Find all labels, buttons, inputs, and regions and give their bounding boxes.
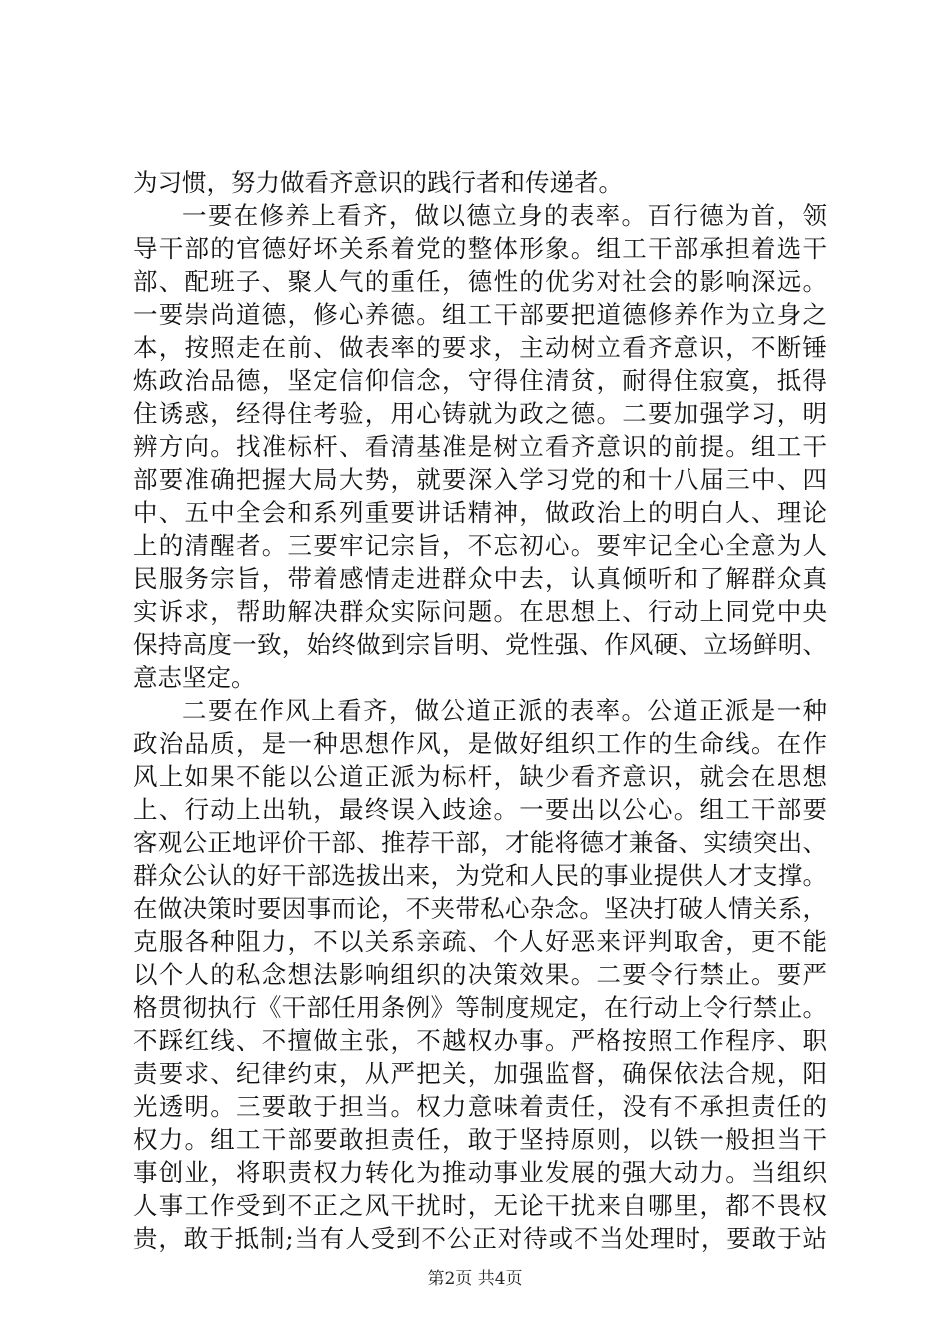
text-line: 部要准确把握大局大势，就要深入学习党的和十八届三中、四: [133, 465, 827, 494]
text-line: 上、行动上出轨，最终误入歧途。一要出以公心。组工干部要: [133, 795, 827, 824]
text-line: 实诉求，帮助解决群众实际问题。在思想上、行动上同党中央: [133, 597, 827, 626]
text-line: 导干部的官德好坏关系着党的整体形象。组工干部承担着选干: [133, 234, 827, 263]
text-line: 风上如果不能以公道正派为标杆，缺少看齐意识，就会在思想: [133, 762, 827, 791]
text-line: 保持高度一致，始终做到宗旨明、党性强、作风硬、立场鲜明、: [133, 630, 827, 659]
text-line: 在做决策时要因事而论，不夹带私心杂念。坚决打破人情关系，: [133, 894, 827, 923]
text-line: 住诱惑，经得住考验，用心铸就为政之德。二要加强学习，明: [133, 399, 827, 428]
text-line: 人事工作受到不正之风干扰时，无论干扰来自哪里，都不畏权: [133, 1191, 827, 1220]
document-body: [133, 166, 827, 1255]
text-line: 二要在作风上看齐，做公道正派的表率。公道正派是一种: [182, 696, 827, 725]
text-line: 一要崇尚道德，修心养德。组工干部要把道德修养作为立身之: [133, 300, 827, 329]
page-footer: [0, 1268, 950, 1290]
text-line: 中、五中全会和系列重要讲话精神，做政治上的明白人、理论: [133, 498, 827, 527]
text-line: 政治品质，是一种思想作风，是做好组织工作的生命线。在作: [133, 729, 827, 758]
text-line: 意志坚定。: [133, 663, 256, 692]
text-line: 权力。组工干部要敢担责任，敢于坚持原则，以铁一般担当干: [133, 1125, 827, 1154]
text-line: 为习惯，努力做看齐意识的践行者和传递者。: [133, 168, 623, 197]
text-line: 事创业，将职责权力转化为推动事业发展的强大动力。当组织: [133, 1158, 827, 1187]
text-line: 部、配班子、聚人气的重任，德性的优劣对社会的影响深远。: [133, 267, 827, 296]
text-line: 不踩红线、不擅做主张，不越权办事。严格按照工作程序、职: [133, 1026, 827, 1055]
text-line: 责要求、纪律约束，从严把关，加强监督，确保依法合规，阳: [133, 1059, 827, 1088]
text-line: 客观公正地评价干部、推荐干部，才能将德才兼备、实绩突出、: [133, 828, 827, 857]
text-line: 辨方向。找准标杆、看清基准是树立看齐意识的前提。组工干: [133, 432, 827, 461]
text-line: 本，按照走在前、做表率的要求，主动树立看齐意识，不断锤: [133, 333, 827, 362]
text-line: 一要在修养上看齐，做以德立身的表率。百行德为首，领: [182, 201, 827, 230]
text-line: 光透明。三要敢于担当。权力意味着责任，没有不承担责任的: [133, 1092, 827, 1121]
text-line: 贵，敢于抵制;当有人受到不公正对待或不当处理时，要敢于站: [133, 1224, 827, 1253]
text-line: 群众公认的好干部选拔出来，为党和人民的事业提供人才支撑。: [133, 861, 827, 890]
page-number-label: 第2页 共4页: [427, 1269, 523, 1289]
text-line: 格贯彻执行《干部任用条例》等制度规定，在行动上令行禁止。: [133, 993, 827, 1022]
text-line: 炼政治品德，坚定信仰信念，守得住清贫，耐得住寂寞，抵得: [133, 366, 827, 395]
text-line: 上的清醒者。三要牢记宗旨，不忘初心。要牢记全心全意为人: [133, 531, 827, 560]
text-line: 以个人的私念想法影响组织的决策效果。二要令行禁止。要严: [133, 960, 827, 989]
text-line: 克服各种阻力，不以关系亲疏、个人好恶来评判取舍，更不能: [133, 927, 827, 956]
text-line: 民服务宗旨，带着感情走进群众中去，认真倾听和了解群众真: [133, 564, 827, 593]
